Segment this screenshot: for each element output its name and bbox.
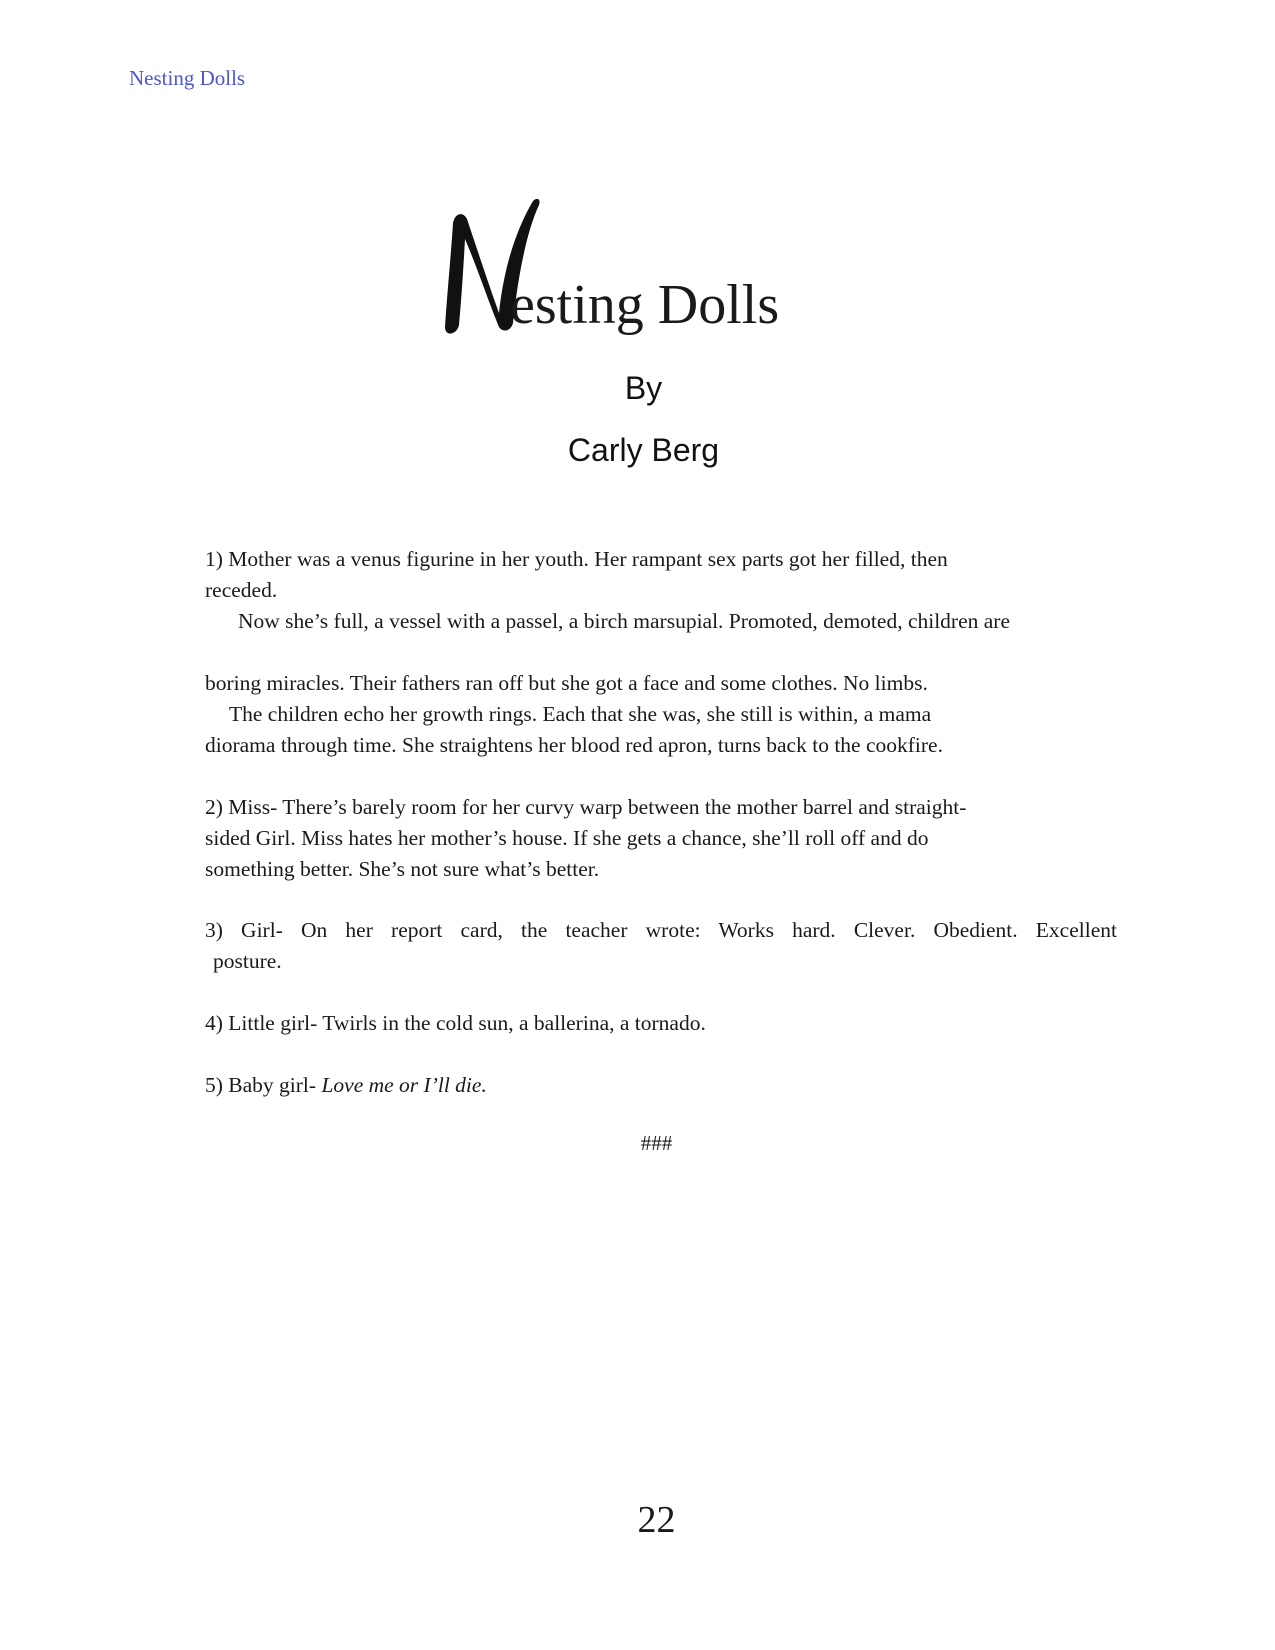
section-5 <box>205 1070 1117 1101</box>
text-prefix: 5) Baby girl- <box>205 1073 322 1097</box>
text-line: Now she’s full, a vessel with a passel, a birch marsupial. Promoted, demoted, children are <box>238 609 1011 633</box>
text-line: 2) Miss- There’s barely room for her curvy warp between the mother barrel and straight- <box>205 795 967 819</box>
author-name: Carly Berg <box>567 432 720 468</box>
text-line: boring miracles. Their fathers ran off but she got a face and some clothes. No limbs. <box>205 671 928 695</box>
text-line: 3) Girl- On her report card, the teacher wrote: Works hard. Clever. Obedient. Excellent <box>205 918 1117 942</box>
section-separator: ### <box>640 1131 673 1155</box>
section-1 <box>205 544 1117 761</box>
text-line: 4) Little girl- Twirls in the cold sun, a ballerina, a tornado. <box>205 1011 706 1035</box>
text-line <box>205 1070 1117 1101</box>
text-line: receded. <box>205 578 278 602</box>
running-header: Nesting Dolls <box>129 66 246 90</box>
page-number: 22 <box>637 1499 676 1541</box>
section-4 <box>205 1008 1117 1039</box>
text-line: 1) Mother was a venus figurine in her youth. Her rampant sex parts got her filled, then <box>205 547 948 571</box>
title-text: esting Dolls <box>510 274 780 336</box>
text-line: sided Girl. Miss hates her mother’s house. If she gets a chance, she’ll roll off and do <box>205 826 929 850</box>
text-line: something better. She’s not sure what’s better. <box>205 857 600 881</box>
italic-phrase: Love me or I’ll die. <box>321 1073 487 1097</box>
text-line: diorama through time. She straightens her blood red apron, turns back to the cookfire. <box>205 733 943 757</box>
byline-by: By <box>624 370 663 406</box>
text-line: The children echo her growth rings. Each that she was, she still is within, a mama <box>229 702 932 726</box>
story-title <box>0 195 1275 355</box>
text-line: posture. <box>213 949 282 973</box>
section-3 <box>205 915 1117 977</box>
section-2 <box>205 792 1117 885</box>
